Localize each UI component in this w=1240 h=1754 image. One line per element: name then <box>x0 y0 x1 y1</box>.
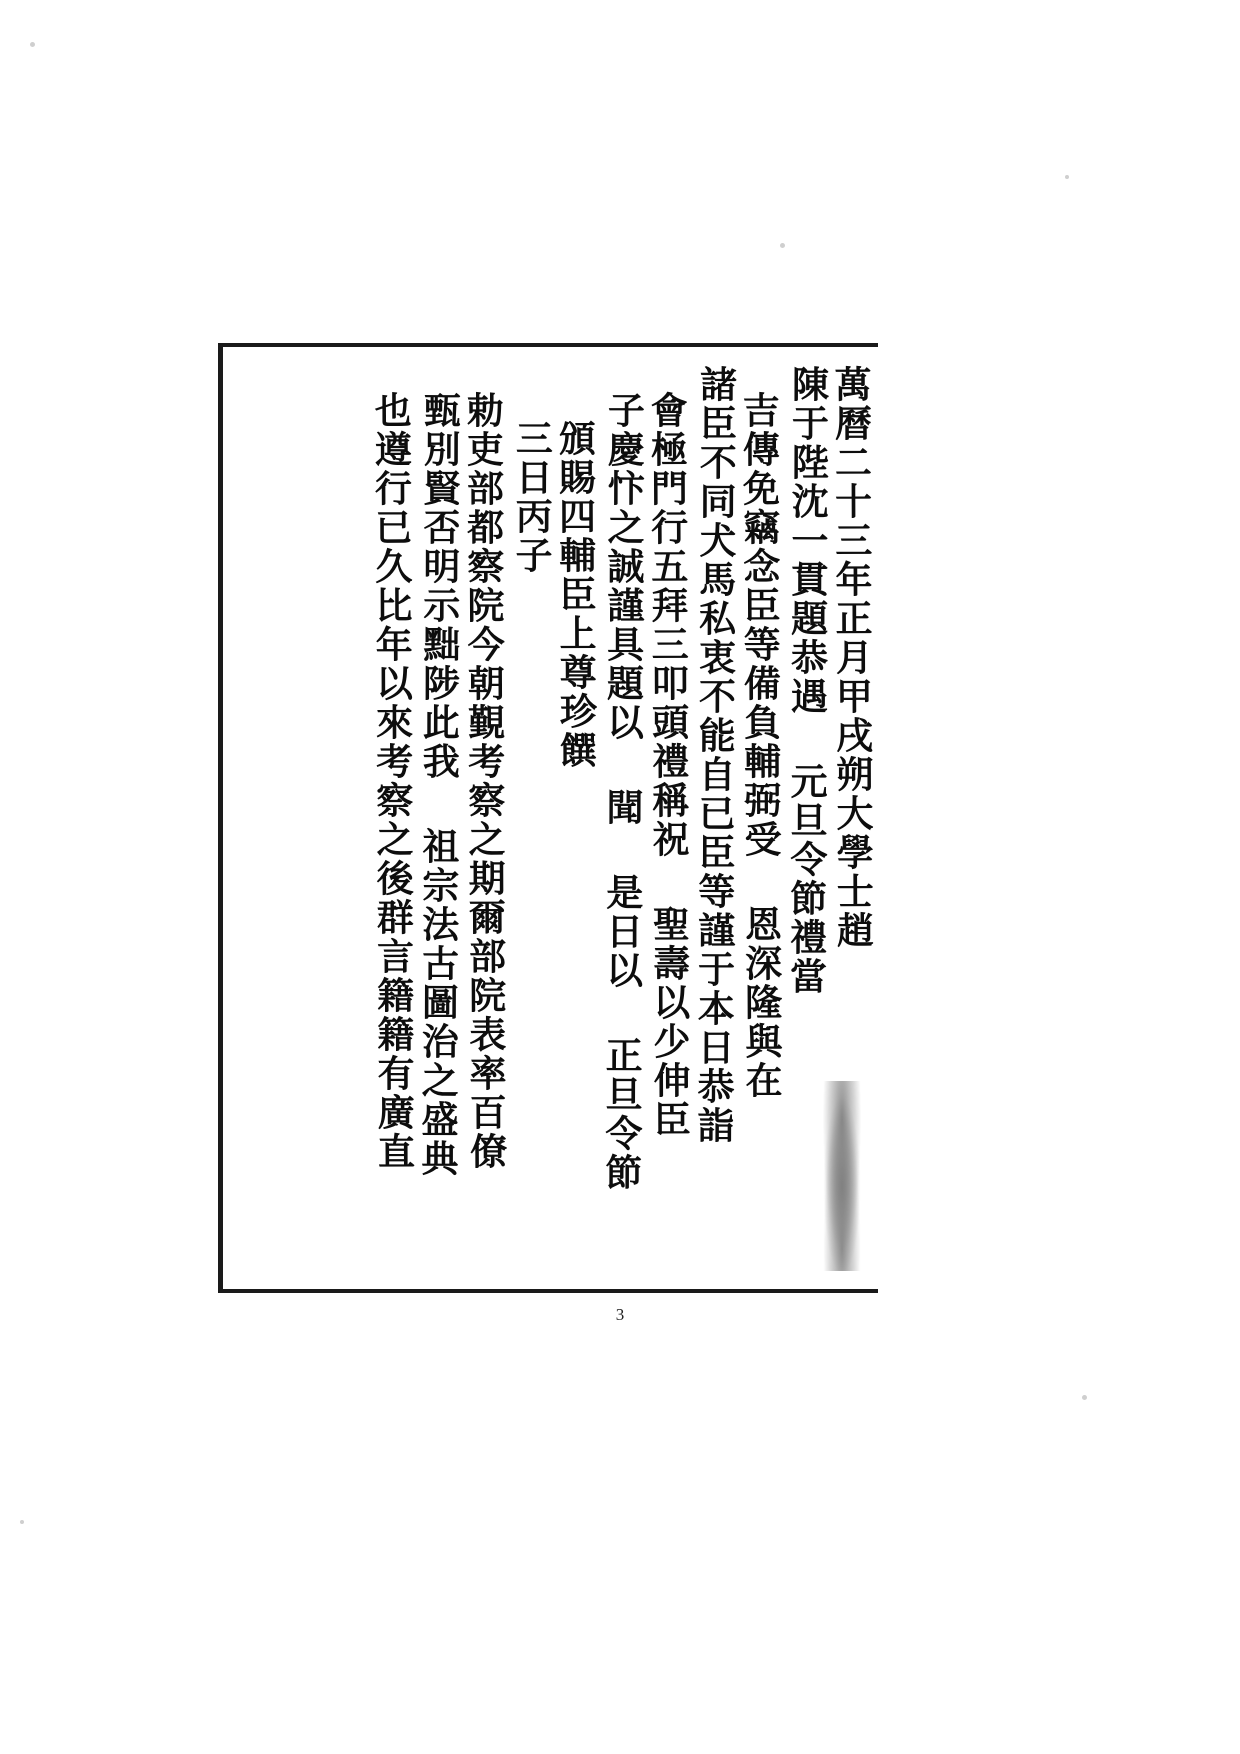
vertical-text-columns <box>223 347 878 1289</box>
dust-speck <box>30 42 35 47</box>
text-column: 陳于陛沈一貫題恭遇 元旦令節禮當 <box>783 364 830 997</box>
text-column: 也遵行已久比年以來考察之後群言籍籍有廣直 <box>368 390 416 1172</box>
dust-speck <box>1065 175 1069 179</box>
text-column: 三日丙子 <box>508 418 554 576</box>
dust-speck <box>1082 1395 1087 1400</box>
text-column: 子慶忭之誠謹具題以 聞 是日以 正旦令節 <box>598 390 646 1193</box>
text-column: 吉傳免竊念臣等備負輔弼受 恩深隆與在 <box>736 390 784 1101</box>
text-column: 萬曆二十三年正月甲戌朔大學士趙 <box>828 364 875 951</box>
text-column: 諸臣不同犬馬私衷不能自已臣等謹于本日恭詣 <box>690 364 738 1146</box>
text-column: 甄別賢否明示黜陟此我 祖宗法古圖治之盛典 <box>414 390 462 1179</box>
text-column: 頒賜四輔臣上尊珍饌 <box>552 418 598 771</box>
text-block-frame <box>218 343 878 1293</box>
text-column: 勅吏部都察院今朝覲考察之期爾部院表率百僚 <box>460 390 508 1172</box>
page-number: 3 <box>615 1305 625 1324</box>
text-column: 會極門行五拜三叩頭禮稱祝 聖壽以少伸臣 <box>644 390 692 1140</box>
dust-speck <box>780 243 785 248</box>
dust-speck <box>20 1520 24 1524</box>
